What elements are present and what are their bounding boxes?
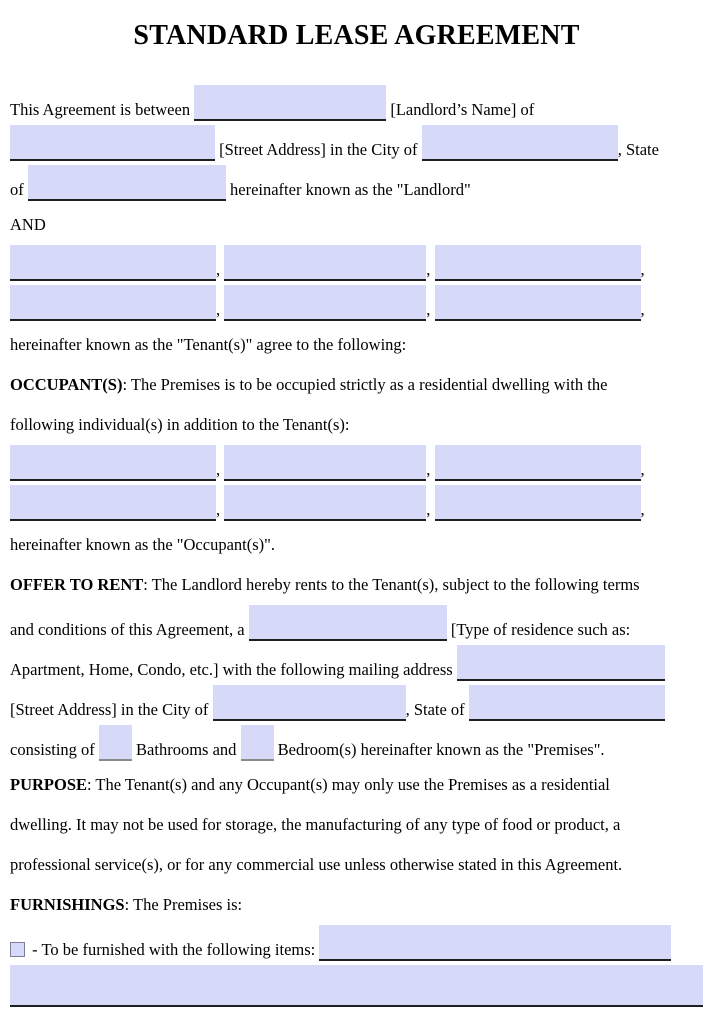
residence-type-field[interactable] (249, 605, 447, 641)
text-run: , (426, 260, 435, 279)
line-intro-1 (10, 85, 703, 125)
line-occupants-clause (10, 525, 703, 565)
text-run: [Landlord’s Name] of (386, 100, 535, 119)
line-offer-4 (10, 685, 703, 725)
premises-mailing-address-field[interactable] (457, 645, 665, 681)
line-tenants-row-1 (10, 245, 703, 285)
text-run: , (426, 460, 435, 479)
tenant-5-name-field[interactable] (224, 285, 426, 321)
text-run: [Type of residence such as: (446, 620, 631, 639)
text-run: , (216, 300, 225, 319)
occupant-6-name-field[interactable] (435, 485, 641, 521)
text-run: dwelling. It may not be used for storage, the manufacturing of any type of food or product, a (10, 815, 621, 834)
bedrooms-count-field[interactable] (241, 725, 274, 761)
text-run: , (640, 500, 645, 519)
line-purpose-1 (10, 765, 703, 805)
text-run: , (426, 500, 435, 519)
text-run: [Street Address] in the City of (10, 700, 213, 719)
text-run: Apartment, Home, Condo, etc.] with the following mailing address (10, 660, 457, 679)
text-run: of (10, 180, 28, 199)
text-run: : The Premises is: (124, 895, 243, 914)
section-heading-text: OFFER TO RENT (10, 575, 144, 594)
line-tenants-row-2 (10, 285, 703, 325)
text-run: , (640, 300, 645, 319)
text-run: : The Landlord hereby rents to the Tenant(s), subject to the following terms (143, 575, 640, 594)
line-furnished-items-continued (10, 965, 703, 1005)
text-run: : The Tenant(s) and any Occupant(s) may only use the Premises as a residential (87, 775, 610, 794)
text-run: , (640, 460, 645, 479)
text-run: consisting of (10, 740, 99, 759)
text-run: and conditions of this Agreement, a (10, 620, 249, 639)
line-purpose-2 (10, 805, 703, 845)
line-tenants-clause (10, 325, 703, 365)
line-offer-2 (10, 605, 703, 645)
line-intro-2 (10, 125, 703, 165)
text-run: , State of (405, 700, 469, 719)
tenant-6-name-field[interactable] (435, 285, 641, 321)
text-run: This Agreement is between (10, 100, 195, 119)
line-intro-3 (10, 165, 703, 205)
furnished-items-field[interactable] (319, 925, 671, 961)
furnished-items-continued-field[interactable] (10, 965, 703, 1007)
text-run: hereinafter known as the "Occupant(s)". (10, 535, 275, 554)
text-run: Bedroom(s) hereinafter known as the "Premises". (273, 740, 605, 759)
text-run: : The Premises is to be occupied strictly as a residential dwelling with the (122, 375, 608, 394)
tenant-4-name-field[interactable] (10, 285, 216, 321)
section-heading-text: PURPOSE (10, 775, 88, 794)
landlord-name-field[interactable] (194, 85, 386, 121)
line-occupants-2 (10, 405, 703, 445)
line-offer-5 (10, 725, 703, 765)
landlord-city-field[interactable] (422, 125, 618, 161)
section-heading-text: OCCUPANT(S) (10, 375, 123, 394)
tenant-1-name-field[interactable] (10, 245, 216, 281)
text-run: , State (617, 140, 659, 159)
text-run: , (216, 260, 225, 279)
document-body (10, 85, 703, 1005)
text-run: - To be furnished with the following items: (28, 940, 320, 959)
text-run: , (640, 260, 645, 279)
premises-city-field[interactable] (213, 685, 406, 721)
text-run: professional service(s), or for any commercial use unless otherwise stated in this Agreement. (10, 855, 623, 874)
bathrooms-count-field[interactable] (99, 725, 132, 761)
document-title: STANDARD LEASE AGREEMENT (133, 20, 580, 51)
occupant-4-name-field[interactable] (10, 485, 216, 521)
line-occupants-row-2 (10, 485, 703, 525)
line-and (10, 205, 703, 245)
tenant-2-name-field[interactable] (224, 245, 426, 281)
line-occupants-row-1 (10, 445, 703, 485)
occupant-3-name-field[interactable] (435, 445, 641, 481)
text-run: AND (10, 215, 46, 234)
line-furnishings-heading (10, 885, 703, 925)
landlord-state-field[interactable] (28, 165, 226, 201)
line-furnished-option (10, 925, 703, 965)
occupant-5-name-field[interactable] (224, 485, 426, 521)
text-run: [Street Address] in the City of (215, 140, 422, 159)
line-offer-3 (10, 645, 703, 685)
landlord-street-address-field[interactable] (10, 125, 215, 161)
text-run: following individual(s) in addition to the Tenant(s): (10, 415, 350, 434)
section-heading-text: FURNISHINGS (10, 895, 125, 914)
tenant-3-name-field[interactable] (435, 245, 641, 281)
line-occupants-heading (10, 365, 703, 405)
occupant-2-name-field[interactable] (224, 445, 426, 481)
text-run: hereinafter known as the "Tenant(s)" agree to the following: (10, 335, 407, 354)
line-purpose-3 (10, 845, 703, 885)
occupant-1-name-field[interactable] (10, 445, 216, 481)
text-run: , (216, 460, 225, 479)
text-run: , (216, 500, 225, 519)
furnished-checkbox[interactable] (10, 942, 25, 957)
line-offer-1 (10, 565, 703, 605)
text-run: , (426, 300, 435, 319)
text-run: Bathrooms and (131, 740, 241, 759)
premises-state-field[interactable] (469, 685, 665, 721)
text-run: hereinafter known as the "Landlord" (225, 180, 471, 199)
